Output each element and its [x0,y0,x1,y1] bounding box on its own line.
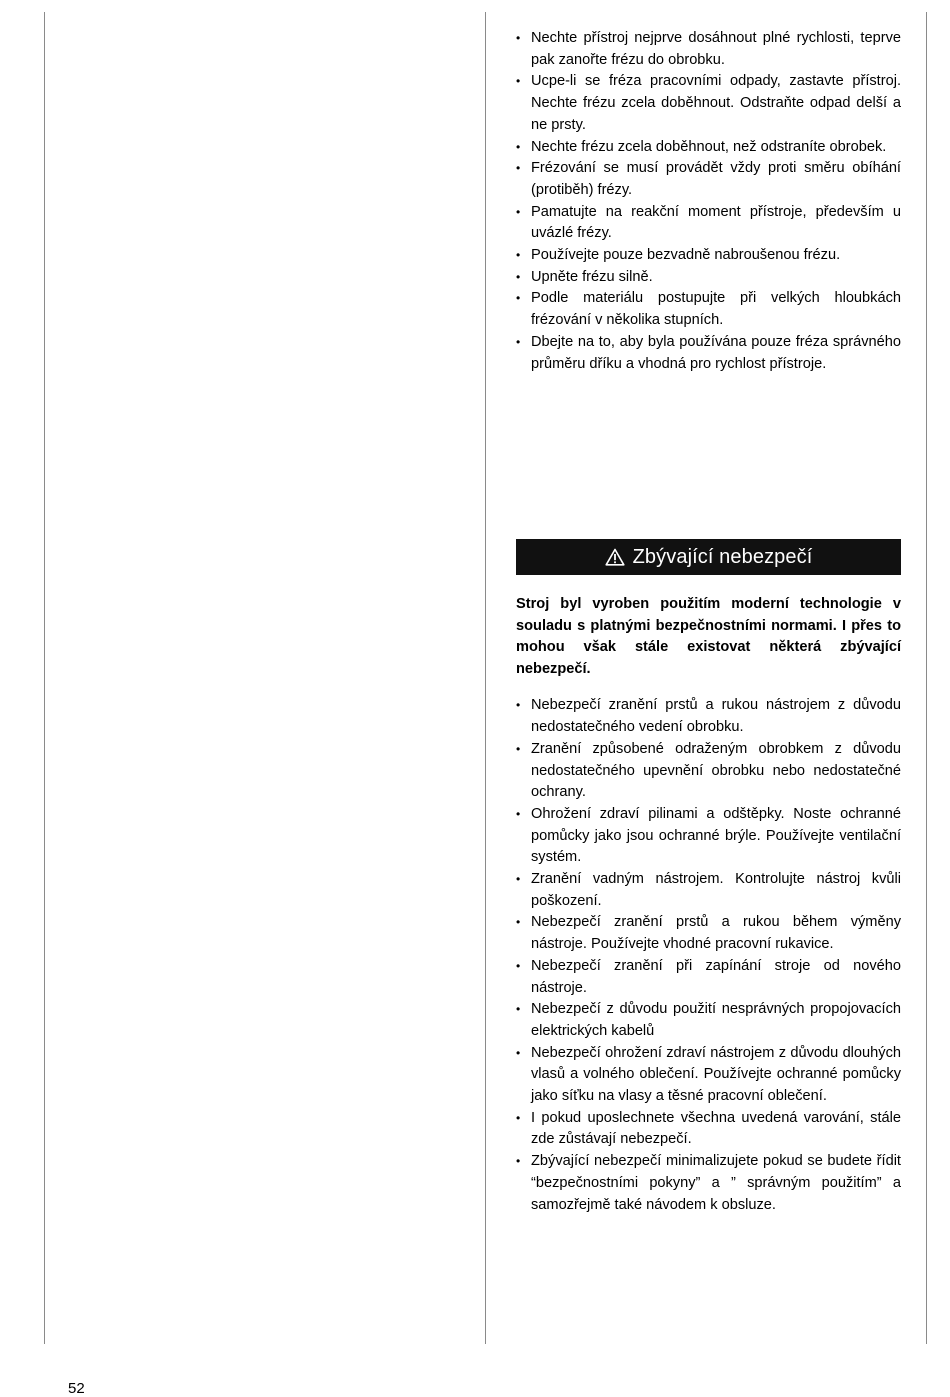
list-item: • Nebezpečí zranění prstů a rukou nástrojem z důvodu nedostatečného vedení obrobku. [516,695,901,738]
list-item: • Pamatujte na reakční moment přístroje, především u uvázlé frézy. [516,202,901,245]
list-item: • Nebezpečí zranění prstů a rukou během výměny nástroje. Používejte vhodné pracovní rukavice. [516,912,901,955]
list-item: • I pokud uposlechnete všechna uvedená varování, stále zde zůstávají nebezpečí. [516,1108,901,1151]
list-item: • Podle materiálu postupujte při velkých hloubkách frézování v několika stupních. [516,288,901,331]
list-item: • Nechte přístroj nejprve dosáhnout plné rychlosti, teprve pak zanořte frézu do obrobku. [516,28,901,71]
list-item: • Zranění způsobené odraženým obrobkem z důvodu nedostatečného upevnění obrobku nebo nedostatečné ochrany. [516,739,901,804]
column-divider-middle [485,12,486,1344]
page-number: 52 [68,1380,85,1397]
list-item: • Dbejte na to, aby byla používána pouze fréza správného průměru dříku a vhodná pro rychlost přístroje. [516,332,901,375]
list-item: • Nechte frézu zcela doběhnout, než odstraníte obrobek. [516,137,901,159]
list-item: • Frézování se musí provádět vždy proti směru obíhání (protiběh) frézy. [516,158,901,201]
list-item: • Používejte pouze bezvadně nabroušenou frézu. [516,245,901,267]
section-title: Zbývající nebezpečí [632,545,813,568]
residual-risks-section [516,539,901,1216]
section-intro: Stroj byl vyroben použitím moderní technologie v souladu s platnými bezpečnostními normami. I přes to mohou však stále existovat některá zbývající nebezpečí. [516,596,901,678]
list-item: • Upněte frézu silně. [516,267,901,289]
section-heading [516,539,901,575]
list-item: • Ucpe-li se fréza pracovními odpady, zastavte přístroj. Nechte frézu zcela doběhnout. Odstraňte odpad delší a ne prsty. [516,71,901,136]
risk-bullet-list [516,695,901,1216]
top-instructions [516,28,901,375]
list-item: • Nebezpečí ohrožení zdraví nástrojem z důvodu dlouhých vlasů a volného oblečení. Používejte ochranné pomůcky jako síťku na vlasy a těsné pracovní oblečení. [516,1043,901,1108]
list-item: • Ohrožení zdraví pilinami a odštěpky. Noste ochranné pomůcky jako jsou ochranné brýle. Používejte ventilační systém. [516,804,901,869]
list-item: • Zranění vadným nástrojem. Kontrolujte nástroj kvůli poškození. [516,869,901,912]
list-item: • Nebezpečí z důvodu použití nesprávných propojovacích elektrických kabelů [516,999,901,1042]
top-bullet-list [516,28,901,375]
column-divider-left [44,12,45,1344]
list-item: • Nebezpečí zranění při zapínání stroje od nového nástroje. [516,956,901,999]
warning-triangle-icon [605,548,625,566]
list-item: • Zbývající nebezpečí minimalizujete pokud se budete řídit “bezpečnostními pokyny” a ” správným použitím” a samozřejmě také návodem k obsluze. [516,1151,901,1216]
column-divider-right [926,12,927,1344]
